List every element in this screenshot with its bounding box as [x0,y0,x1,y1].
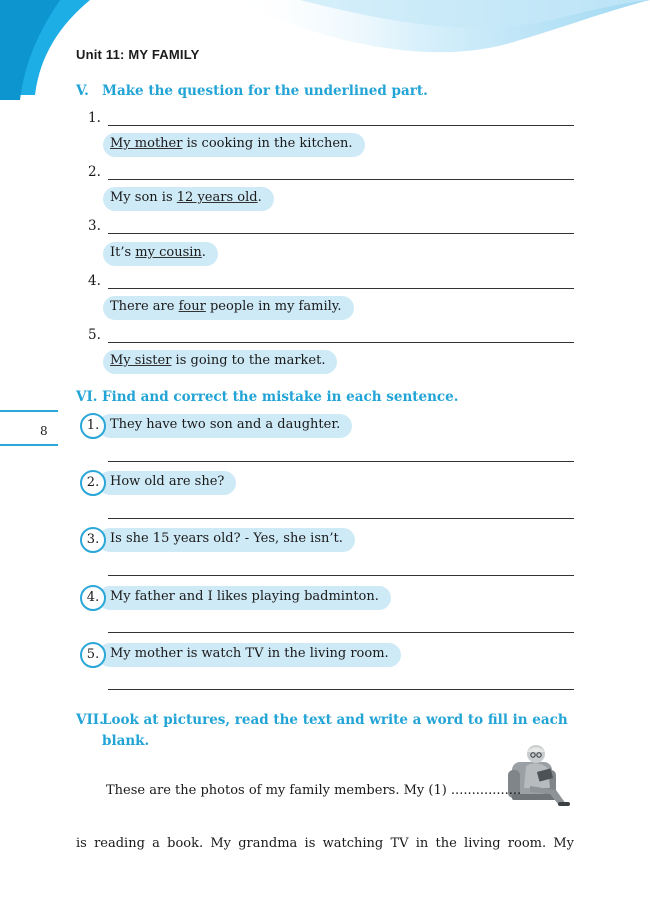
underlined-part: my cousin [135,245,202,260]
sentence-text: There are [110,299,179,314]
paragraph-line-2: is reading a book. My grandma is watching TV in the living room. My [76,836,574,851]
item-number: 4. [88,273,101,289]
correction-answer-line[interactable] [108,461,574,462]
mistake-sentence-text: My mother is watch TV in the living room. [110,646,389,661]
mistake-sentence-text: Is she 15 years old? - Yes, she isn’t. [110,531,343,546]
sentence-text: . [201,245,206,260]
correction-answer-line[interactable] [108,575,574,576]
item-number-circle: 1. [80,413,106,439]
section-vi-title [76,389,458,405]
unit-title: Unit 11: MY FAMILY [76,47,200,62]
mistake-sentence-text: They have two son and a daughter. [110,417,341,432]
section-v-title [76,83,428,99]
section-v-number: V. [76,83,89,99]
paragraph-line-1: These are the photos of my family members. My (1) ................. [106,783,522,798]
sentence-text: is cooking in the kitchen. [182,136,353,151]
item-number-circle: 5. [80,642,106,668]
grandfather-reading-icon [504,740,576,810]
answer-line-row[interactable] [88,327,574,345]
page-number: 8 [40,424,48,438]
sentence-text: . [257,190,262,205]
sentence-text: It’s [110,245,136,260]
section-v-heading: Make the question for the underlined part. [102,83,428,99]
answer-line-row[interactable] [88,218,574,236]
section-vii-number: VII. [76,712,104,728]
mistake-sentence-pill [98,528,355,552]
mistake-sentence-pill [98,643,401,667]
answer-line-row[interactable] [88,273,574,291]
item-number: 3. [88,218,101,234]
item-number: 2. [88,164,101,180]
sentence-pill [103,296,354,320]
mistake-sentence-pill [98,471,236,495]
item-number: 1. [88,110,101,126]
item-number-circle: 2. [80,470,106,496]
answer-line-row[interactable] [88,110,574,128]
section-vi-heading: Find and correct the mistake in each sentence. [102,389,459,405]
mistake-sentence-text: My father and I likes playing badminton. [110,589,379,604]
underlined-part: My mother [110,136,183,151]
sentence-text: My son is [110,190,177,205]
mistake-sentence-text: How old are she? [110,474,225,489]
underlined-part: 12 years old [176,190,258,205]
item-number-circle: 3. [80,527,106,553]
sentence-pill [103,133,365,157]
section-vi-number: VI. [76,389,98,405]
underlined-part: My sister [110,353,172,368]
page-tab-decoration [0,410,58,446]
item-number-circle: 4. [80,585,106,611]
correction-answer-line[interactable] [108,518,574,519]
section-vii-heading: Look at pictures, read the text and write a word to fill in each [102,712,568,728]
sentence-pill [103,350,337,374]
mistake-sentence-pill [98,414,352,438]
sentence-text: people in my family. [205,299,342,314]
underlined-part: four [178,299,206,314]
correction-answer-line[interactable] [108,632,574,633]
sentence-pill [103,187,274,211]
section-vii-title [76,710,574,752]
correction-answer-line[interactable] [108,689,574,690]
section-vii-heading-cont: blank. [102,733,150,749]
answer-line-row[interactable] [88,164,574,182]
item-number: 5. [88,327,101,343]
mistake-sentence-pill [98,586,391,610]
sentence-text: is going to the market. [171,353,326,368]
sentence-pill [103,242,218,266]
